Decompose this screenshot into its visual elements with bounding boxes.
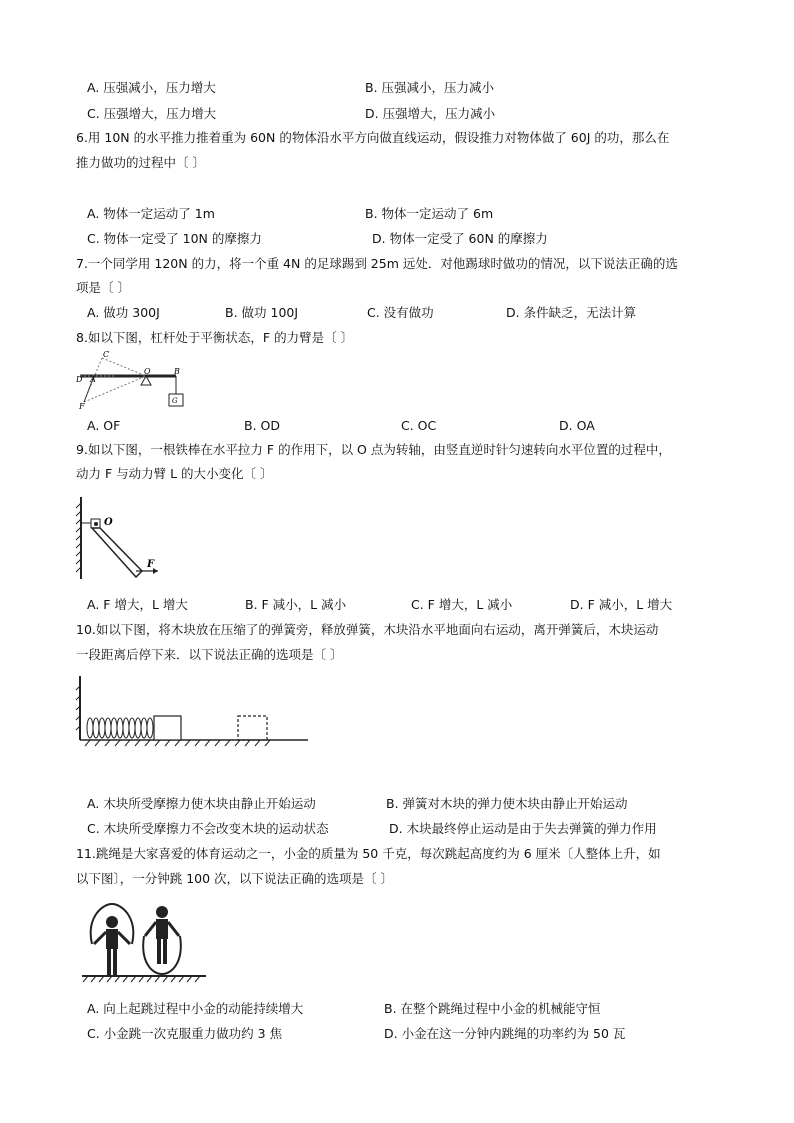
q6-option-c: C. 物体一定受了 10N 的摩擦力	[87, 231, 262, 246]
label-a: A	[90, 375, 96, 384]
q11-option-d: D. 小金在这一分钟内跳绳的功率约为 50 瓦	[384, 1026, 626, 1041]
q6-stem-line1: 6.用 10N 的水平推力推着重为 60N 的物体沿水平方向做直线运动，假设推力对物体做了 60J 的功，那么在	[76, 130, 670, 145]
lever-figure	[76, 352, 191, 410]
q7-option-d: D. 条件缺乏，无法计算	[506, 305, 637, 320]
q9-stem-line1: 9.如以下图，一根铁棒在水平拉力 F 的作用下，以 O 点为转轴，由竖直逆时针匀速转向水平位置的过程中，	[76, 442, 671, 457]
q10-option-b: B. 弹簧对木块的弹力使木块由静止开始运动	[386, 796, 628, 811]
q8-option-b: B. OD	[244, 418, 280, 433]
q6-option-b: B. 物体一定运动了 6m	[365, 206, 494, 221]
q7-option-b: B. 做功 100J	[225, 305, 299, 320]
spring-block-figure	[76, 672, 311, 748]
q6-stem-line2: 推力做功的过程中〔 〕	[76, 155, 205, 170]
q5-option-d: D. 压强增大，压力减小	[365, 106, 496, 121]
q11-stem-line2: 以下图〕，一分钟跳 100 次，以下说法正确的选项是〔 〕	[76, 871, 394, 886]
q5-option-b: B. 压强减小，压力减小	[365, 80, 495, 95]
label-d: D	[76, 375, 83, 384]
q8-stem: 8.如以下图，杠杆处于平衡状态，F 的力臂是〔 〕	[76, 330, 354, 345]
q10-stem-line1: 10.如以下图，将木块放在压缩了的弹簧旁，释放弹簧，木块沿水平地面向右运动，离开弹簧后，木块运动	[76, 622, 659, 637]
iron-rod	[92, 528, 142, 577]
label-o: O	[144, 367, 151, 376]
label-c: C	[103, 350, 110, 359]
q6-option-d: D. 物体一定受了 60N 的摩擦力	[372, 231, 548, 246]
q10-option-a: A. 木块所受摩擦力使木块由静止开始运动	[87, 796, 316, 811]
q9-option-a: A. F 增大，L 增大	[87, 597, 188, 612]
q11-option-a: A. 向上起跳过程中小金的动能持续增大	[87, 1001, 304, 1016]
wooden-block	[154, 716, 181, 740]
block-final-position	[238, 716, 267, 740]
label-g: G	[172, 397, 178, 405]
pivot-point	[94, 522, 98, 526]
q6-option-a: A. 物体一定运动了 1m	[87, 206, 215, 221]
q8-option-d: D. OA	[559, 418, 595, 433]
label-f: F	[79, 402, 85, 411]
iron-rod-figure	[76, 495, 162, 581]
q11-stem-line1: 11.跳绳是大家喜爱的体育运动之一，小金的质量为 50 千克，每次跳起高度约为 6 厘米〔人整体上升，如	[76, 846, 661, 861]
label-o: O	[104, 517, 113, 528]
label-b: B	[174, 367, 180, 376]
q10-stem-line2: 一段距离后停下来．以下说法正确的选项是〔 〕	[76, 647, 343, 662]
arm-oc-line	[102, 358, 146, 376]
rope-skipping-figure	[82, 900, 210, 984]
q9-stem-line2: 动力 F 与动力臂 L 的大小变化〔 〕	[76, 466, 273, 481]
q10-option-c: C. 木块所受摩擦力不会改变木块的运动状态	[87, 821, 329, 836]
q9-option-b: B. F 减小，L 减小	[245, 597, 347, 612]
q8-option-a: A. OF	[87, 418, 121, 433]
compressed-spring	[87, 718, 153, 738]
q8-option-c: C. OC	[401, 418, 437, 433]
q10-option-d: D. 木块最终停止运动是由于失去弹簧的弹力作用	[389, 821, 657, 836]
q11-option-c: C. 小金跳一次克服重力做功约 3 焦	[87, 1026, 283, 1041]
jumper-figure-left	[91, 904, 134, 976]
q5-option-a: A. 压强减小，压力增大	[87, 80, 216, 95]
q11-option-b: B. 在整个跳绳过程中小金的机械能守恒	[384, 1001, 601, 1016]
label-f: F	[147, 559, 155, 570]
q7-stem-line1: 7.一个同学用 120N 的力，将一个重 4N 的足球踢到 25m 远处．对他踢球时做功的情况，以下说法正确的选	[76, 256, 678, 271]
q7-option-a: A. 做功 300J	[87, 305, 160, 320]
jumper-figure-right	[143, 906, 181, 974]
q9-option-d: D. F 减小，L 增大	[570, 597, 673, 612]
q7-stem-line2: 项是〔 〕	[76, 280, 130, 295]
q7-option-c: C. 没有做功	[367, 305, 434, 320]
q5-option-c: C. 压强增大，压力增大	[87, 106, 217, 121]
q9-option-c: C. F 增大，L 减小	[411, 597, 513, 612]
